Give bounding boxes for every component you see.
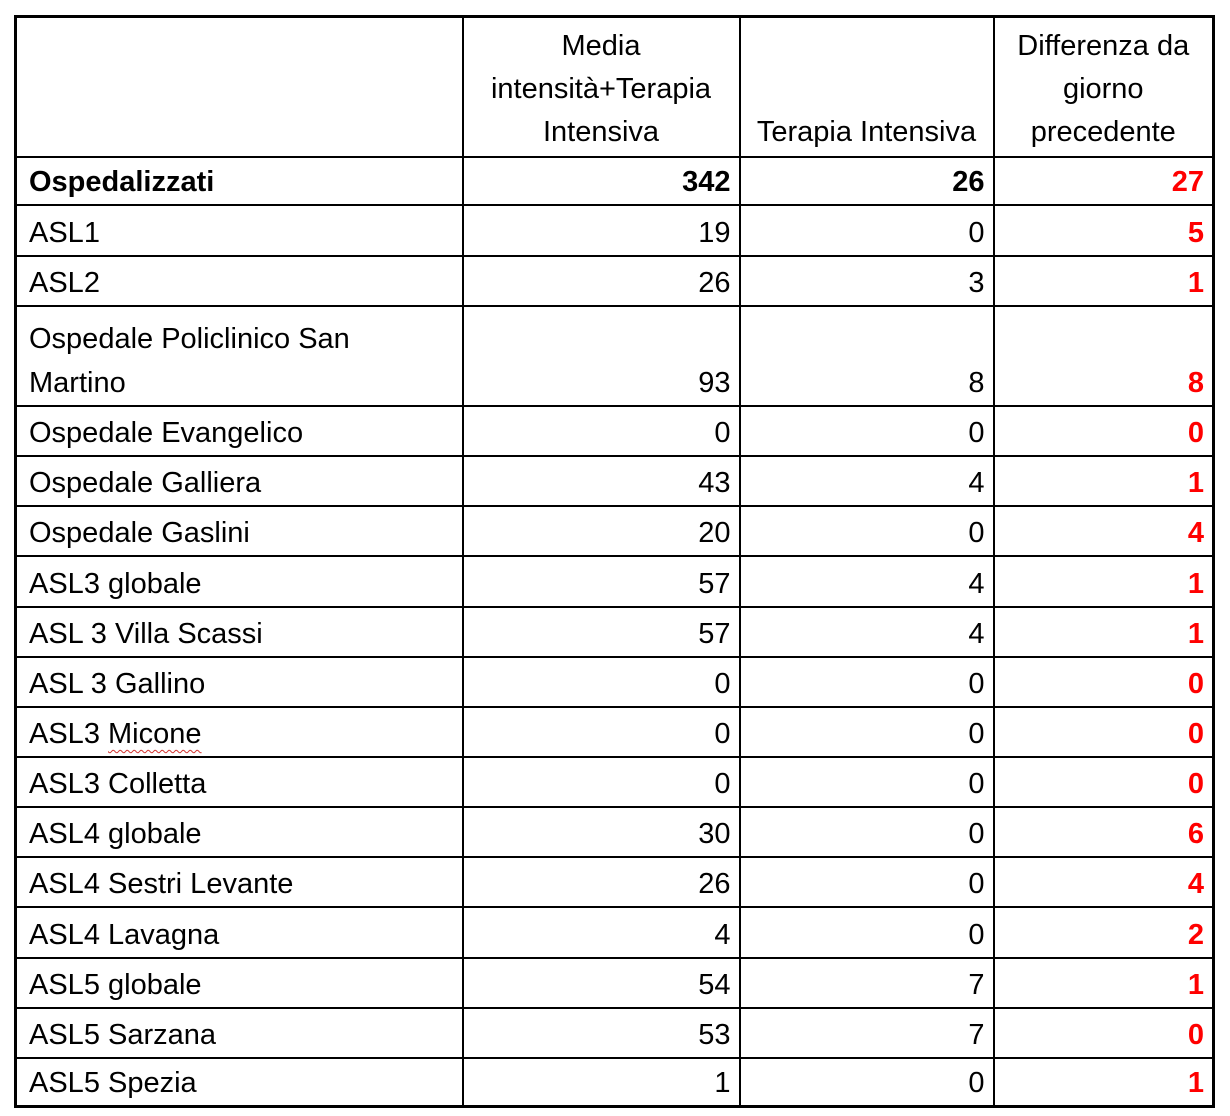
row-name-cell[interactable]	[16, 306, 463, 406]
row-name-cell[interactable]	[16, 256, 463, 306]
row-name-text: Ospedale Galliera	[29, 467, 262, 499]
row-terapia-cell[interactable]: 7	[740, 1008, 994, 1058]
table-row	[16, 256, 1214, 306]
spellcheck-underline: Micone	[108, 718, 202, 750]
row-name-cell[interactable]	[16, 657, 463, 707]
header-name-cell[interactable]	[16, 17, 463, 158]
row-name-text: ASL 3 Gallino	[29, 668, 206, 700]
row-name-cell[interactable]	[16, 205, 463, 256]
total-name-cell[interactable]: Ospedalizzati	[16, 157, 463, 205]
hospitalization-table	[14, 15, 1215, 1108]
row-media-cell[interactable]: 54	[463, 958, 740, 1008]
row-media-cell[interactable]: 4	[463, 907, 740, 958]
row-name-text: Ospedale Gaslini	[29, 517, 250, 549]
row-name-cell[interactable]	[16, 807, 463, 857]
row-terapia-cell[interactable]: 0	[740, 707, 994, 757]
table-row	[16, 406, 1214, 456]
row-media-cell[interactable]: 0	[463, 707, 740, 757]
row-diff-cell[interactable]: 0	[994, 707, 1214, 757]
table-row	[16, 1008, 1214, 1058]
table-row	[16, 456, 1214, 506]
row-media-cell[interactable]: 30	[463, 807, 740, 857]
row-media-cell[interactable]: 93	[463, 306, 740, 406]
row-name-text: Ospedale Evangelico	[29, 417, 304, 449]
row-terapia-cell[interactable]: 0	[740, 1058, 994, 1106]
row-terapia-cell[interactable]: 4	[740, 607, 994, 657]
row-terapia-cell[interactable]: 0	[740, 857, 994, 907]
row-diff-cell[interactable]: 6	[994, 807, 1214, 857]
row-name-cell[interactable]	[16, 1008, 463, 1058]
table-row	[16, 757, 1214, 807]
row-name-cell[interactable]	[16, 506, 463, 556]
row-diff-cell[interactable]: 8	[994, 306, 1214, 406]
row-name-cell[interactable]	[16, 556, 463, 607]
row-terapia-cell[interactable]: 0	[740, 205, 994, 256]
row-media-cell[interactable]: 20	[463, 506, 740, 556]
row-diff-cell[interactable]: 0	[994, 757, 1214, 807]
row-media-cell[interactable]: 26	[463, 857, 740, 907]
table-row	[16, 506, 1214, 556]
row-terapia-cell[interactable]: 0	[740, 807, 994, 857]
table-row	[16, 857, 1214, 907]
row-terapia-cell[interactable]: 0	[740, 757, 994, 807]
row-name-text: ASL4 Lavagna	[29, 919, 220, 951]
row-name-cell[interactable]	[16, 958, 463, 1008]
row-name-cell[interactable]	[16, 907, 463, 958]
row-name-text: ASL3 Micone	[29, 718, 202, 750]
row-diff-cell[interactable]: 1	[994, 1058, 1214, 1106]
row-diff-cell[interactable]: 1	[994, 456, 1214, 506]
row-terapia-cell[interactable]: 0	[740, 406, 994, 456]
table-row	[16, 707, 1214, 757]
row-diff-cell[interactable]: 1	[994, 556, 1214, 607]
row-diff-cell[interactable]: 1	[994, 256, 1214, 306]
row-terapia-cell[interactable]: 3	[740, 256, 994, 306]
row-terapia-cell[interactable]: 0	[740, 506, 994, 556]
row-media-cell[interactable]: 0	[463, 757, 740, 807]
row-name-text: ASL3 Colletta	[29, 768, 207, 800]
row-diff-cell[interactable]: 1	[994, 958, 1214, 1008]
header-terapia-intensiva-cell[interactable]: Terapia Intensiva	[740, 17, 994, 158]
row-name-cell[interactable]	[16, 857, 463, 907]
row-terapia-cell[interactable]: 8	[740, 306, 994, 406]
row-media-cell[interactable]: 57	[463, 556, 740, 607]
row-name-text: ASL5 Spezia	[29, 1066, 197, 1099]
row-media-cell[interactable]: 0	[463, 657, 740, 707]
header-differenza-cell[interactable]: Differenza da giorno precedente	[994, 17, 1214, 158]
header-media-intensita-cell[interactable]: Media intensità+Terapia Intensiva	[463, 17, 740, 158]
total-terapia-cell[interactable]: 26	[740, 157, 994, 205]
row-name-text: ASL5 Sarzana	[29, 1019, 217, 1051]
row-media-cell[interactable]: 0	[463, 406, 740, 456]
row-terapia-cell[interactable]: 4	[740, 456, 994, 506]
row-name-cell[interactable]	[16, 456, 463, 506]
row-diff-cell[interactable]: 0	[994, 406, 1214, 456]
row-diff-cell[interactable]: 4	[994, 857, 1214, 907]
row-media-cell[interactable]: 43	[463, 456, 740, 506]
row-name-text: ASL3 globale	[29, 568, 202, 600]
row-name-cell[interactable]	[16, 1058, 463, 1106]
table-row	[16, 556, 1214, 607]
row-diff-cell[interactable]: 0	[994, 1008, 1214, 1058]
row-diff-cell[interactable]: 1	[994, 607, 1214, 657]
table-row	[16, 807, 1214, 857]
row-name-cell[interactable]	[16, 757, 463, 807]
row-terapia-cell[interactable]: 4	[740, 556, 994, 607]
row-media-cell[interactable]: 1	[463, 1058, 740, 1106]
row-name-text: ASL5 globale	[29, 969, 202, 1001]
row-media-cell[interactable]: 26	[463, 256, 740, 306]
row-terapia-cell[interactable]: 0	[740, 907, 994, 958]
row-diff-cell[interactable]: 0	[994, 657, 1214, 707]
row-name-text: ASL 3 Villa Scassi	[29, 618, 263, 650]
row-media-cell[interactable]: 53	[463, 1008, 740, 1058]
row-name-text: ASL4 Sestri Levante	[29, 868, 294, 900]
table-row	[16, 306, 1214, 406]
table-row	[16, 205, 1214, 256]
table-row	[16, 1058, 1214, 1106]
row-name-cell[interactable]	[16, 607, 463, 657]
row-diff-cell[interactable]: 2	[994, 907, 1214, 958]
table-row	[16, 958, 1214, 1008]
row-diff-cell[interactable]: 4	[994, 506, 1214, 556]
table-row	[16, 657, 1214, 707]
row-name-cell[interactable]	[16, 707, 463, 757]
row-media-cell[interactable]: 19	[463, 205, 740, 256]
row-terapia-cell[interactable]: 0	[740, 657, 994, 707]
total-diff-cell[interactable]: 27	[994, 157, 1214, 205]
table-row	[16, 607, 1214, 657]
total-media-cell[interactable]: 342	[463, 157, 740, 205]
table-row	[16, 907, 1214, 958]
row-name-text: ASL4 globale	[29, 818, 202, 850]
total-row	[16, 157, 1214, 205]
row-diff-cell[interactable]: 5	[994, 205, 1214, 256]
row-name-text: Ospedale Policlinico San Martino	[29, 323, 350, 399]
row-name-text: ASL1	[29, 217, 100, 249]
header-row	[16, 17, 1214, 158]
row-name-cell[interactable]	[16, 406, 463, 456]
row-media-cell[interactable]: 57	[463, 607, 740, 657]
row-terapia-cell[interactable]: 7	[740, 958, 994, 1008]
row-name-text: ASL2	[29, 267, 100, 299]
